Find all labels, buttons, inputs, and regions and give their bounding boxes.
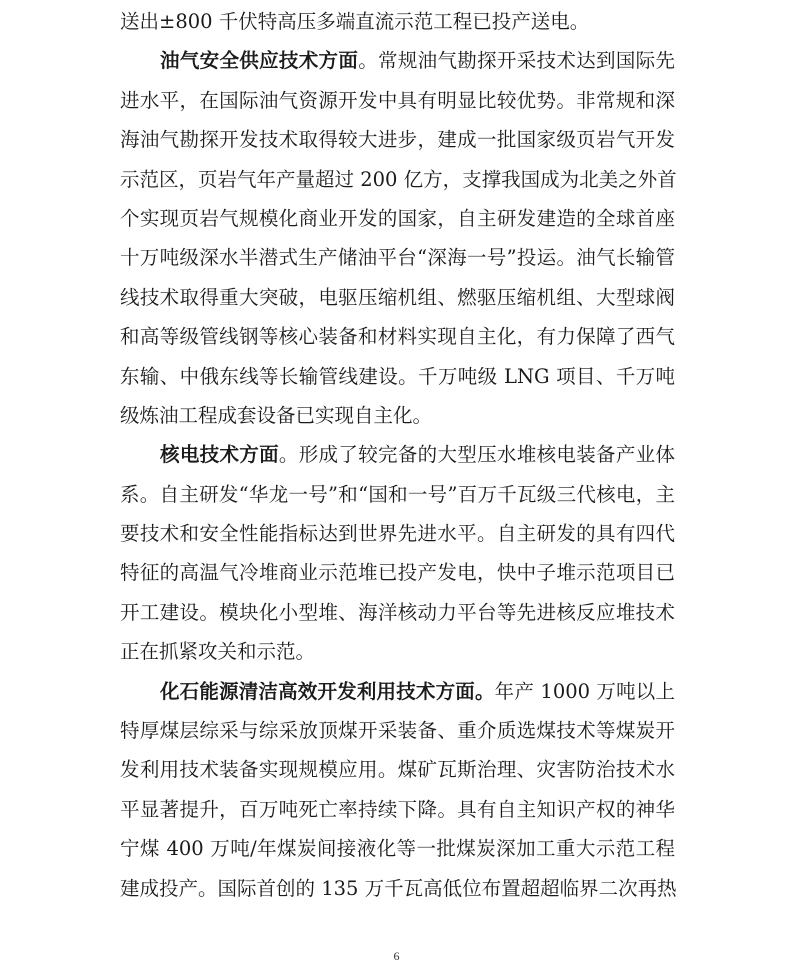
text-run: 。形成了较完备的大型压水堆核电装备产业体 xyxy=(278,443,675,467)
document-body xyxy=(120,2,675,908)
text-line: 宁煤 400 万吨/年煤炭间接液化等一批煤炭深加工重大示范工程 xyxy=(120,837,675,861)
paragraph-fossil-first-line xyxy=(120,672,675,711)
section-heading-fossil-energy: 化石能源清洁高效开发利用技术方面。 xyxy=(160,679,495,703)
text-line: 特征的高温气冷堆商业示范堆已投产发电，快中子堆示范项目已 xyxy=(120,561,675,585)
page-number: 6 xyxy=(393,949,400,963)
section-heading-oil-gas: 油气安全供应技术方面 xyxy=(160,49,359,73)
text-line: 建成投产。国际首创的 135 万千瓦高低位布置超超临界二次再热 xyxy=(120,876,677,900)
text-run: 。常规油气勘探开采技术达到国际先 xyxy=(358,49,675,73)
text-line: 线技术取得重大突破，电驱压缩机组、燃驱压缩机组、大型球阀 xyxy=(120,285,675,309)
text-line: 示范区，页岩气年产量超过 200 亿方，支撑我国成为北美之外首 xyxy=(120,167,677,191)
text-line: 进水平，在国际油气资源开发中具有明显比较优势。非常规和深 xyxy=(120,88,675,112)
text-line: 十万吨级深水半潜式生产储油平台“深海一号”投运。油气长输管 xyxy=(120,246,675,270)
text-line: 东输、中俄东线等长输管线建设。千万吨级 LNG 项目、千万吨 xyxy=(120,364,675,388)
text-line: 海油气勘探开发技术取得较大进步，建成一批国家级页岩气开发 xyxy=(120,128,675,152)
text-line: 正在抓紧攻关和示范。 xyxy=(120,640,316,664)
text-line: 系。自主研发“华龙一号”和“国和一号”百万千瓦级三代核电，主 xyxy=(120,482,675,506)
text-run: 年产 1000 万吨以上 xyxy=(494,679,675,703)
text-line: 和高等级管线钢等核心装备和材料实现自主化，有力保障了西气 xyxy=(120,325,675,349)
text-line: 送出±800 千伏特高压多端直流示范工程已投产送电。 xyxy=(120,10,590,33)
paragraph-oil-gas-first-line xyxy=(120,41,675,80)
section-heading-nuclear: 核电技术方面 xyxy=(160,443,279,467)
text-line: 级炼油工程成套设备已实现自主化。 xyxy=(120,403,433,427)
text-line: 开工建设。模块化小型堆、海洋核动力平台等先进核反应堆技术 xyxy=(120,600,675,624)
text-line: 平显著提升，百万吨死亡率持续下降。具有自主知识产权的神华 xyxy=(120,797,675,821)
text-line: 发利用技术装备实现规模应用。煤矿瓦斯治理、灾害防治技术水 xyxy=(120,758,675,782)
text-line: 特厚煤层综采与综采放顶煤开采装备、重介质选煤技术等煤炭开 xyxy=(120,719,675,743)
paragraph-nuclear-first-line xyxy=(120,435,675,474)
text-line: 要技术和安全性能指标达到世界先进水平。自主研发的具有四代 xyxy=(120,522,675,546)
text-line: 个实现页岩气规模化商业开发的国家，自主研发建造的全球首座 xyxy=(120,206,675,230)
